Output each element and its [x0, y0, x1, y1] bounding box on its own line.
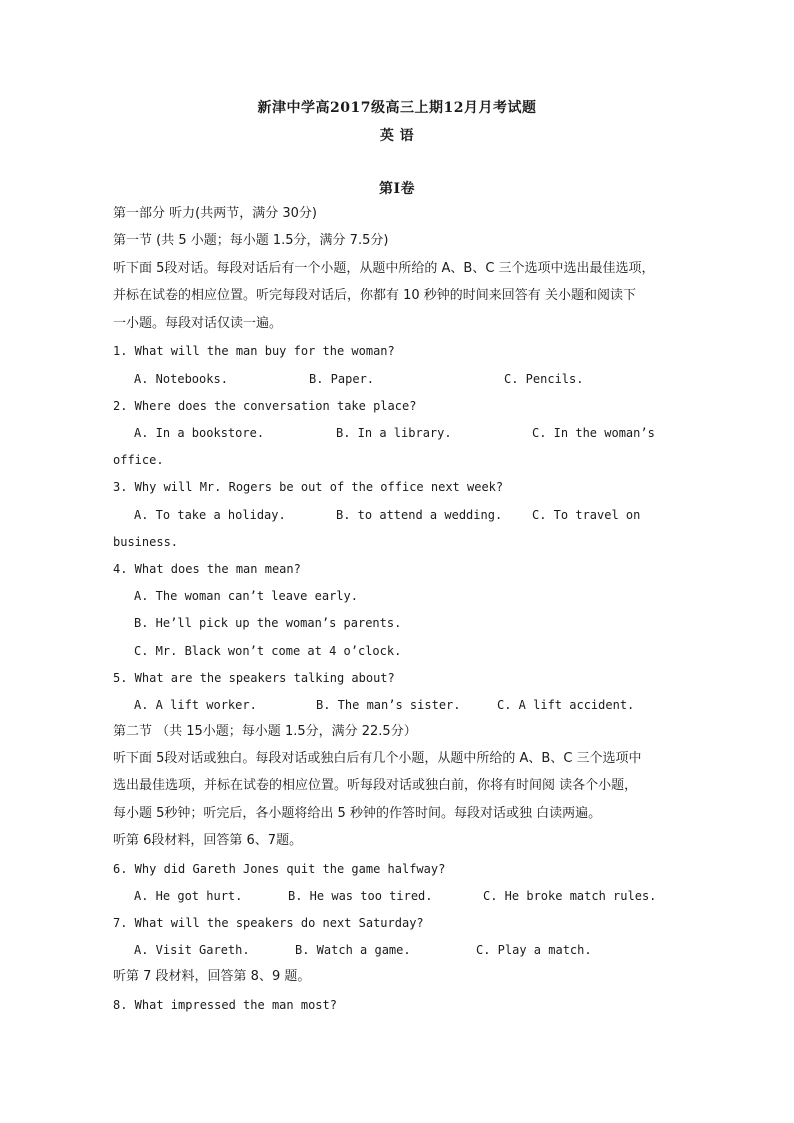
volume-title: 第Ⅰ卷 [378, 181, 416, 197]
option-a: A. He got hurt. [134, 889, 243, 903]
option-c-continuation: office. [113, 453, 164, 467]
option-a: A. In a bookstore. [134, 426, 265, 440]
option-b: B. Paper. [309, 372, 375, 386]
section1-instruction-line: 听下面 5段对话。每段对话后有一个小题，从题中所给的 A、B、C 三个选项中选出最佳选项， [113, 261, 655, 276]
option-a: A. A lift worker. [134, 698, 257, 712]
option-a: A. Visit Gareth. [134, 943, 250, 957]
option-a: A. To take a holiday. [134, 508, 286, 522]
option-b: B. He was too tired. [288, 889, 433, 903]
question-stem: 8. What impressed the man most? [113, 998, 337, 1012]
section2-instruction-line: 听下面 5段对话或独白。每段对话或独白后有几个小题，从题中所给的 A、B、C 三个选项中 [113, 751, 642, 766]
option-c: C. Mr. Black won’t come at 4 o’clock. [134, 644, 402, 658]
section1-heading: 第一节 (共 5 小题；每小题 1.5分，满分 7.5分) [113, 233, 389, 248]
section2-instruction-line: 选出最佳选项，并标在试卷的相应位置。听每段对话或独白前，你将有时间阅 读各个小题， [113, 778, 638, 793]
question-stem: 3. Why will Mr. Rogers be out of the office next week? [113, 480, 504, 494]
option-c: C. Play a match. [476, 943, 592, 957]
option-c: C. To travel on [532, 508, 641, 522]
section1-instruction-line: 并标在试卷的相应位置。听完每段对话后，你都有 10 秒钟的时间来回答有 关小题和阅读下 [113, 288, 636, 303]
part1-heading: 第一部分 听力(共两节，满分 30分) [113, 206, 317, 221]
option-c-continuation: business. [113, 535, 179, 549]
option-b: B. In a library. [336, 426, 452, 440]
option-b: B. He’ll pick up the woman’s parents. [134, 616, 402, 630]
material-note: 听第 6段材料，回答第 6、7题。 [113, 833, 303, 848]
option-b: B. The man’s sister. [316, 698, 461, 712]
question-stem: 5. What are the speakers talking about? [113, 671, 395, 685]
option-b: B. Watch a game. [295, 943, 411, 957]
option-a: A. The woman can’t leave early. [134, 589, 358, 603]
subject-title: 英 语 [379, 128, 415, 144]
option-c: C. Pencils. [504, 372, 584, 386]
question-stem: 4. What does the man mean? [113, 562, 301, 576]
question-stem: 1. What will the man buy for the woman? [113, 344, 395, 358]
question-stem: 2. Where does the conversation take place? [113, 399, 417, 413]
option-c: C. In the woman’s [532, 426, 655, 440]
material-note: 听第 7 段材料，回答第 8、9 题。 [113, 969, 311, 984]
option-c: C. He broke match rules. [483, 889, 657, 903]
section1-instruction-line: 一小题。每段对话仅读一遍。 [113, 316, 283, 331]
option-c: C. A lift accident. [497, 698, 635, 712]
option-b: B. to attend a wedding. [336, 508, 503, 522]
section2-heading: 第二节 （共 15小题；每小题 1.5分，满分 22.5分） [113, 724, 417, 739]
exam-title: 新津中学高2017级高三上期12月月考试题 [257, 100, 537, 116]
question-stem: 6. Why did Gareth Jones quit the game halfway? [113, 862, 446, 876]
question-stem: 7. What will the speakers do next Saturday? [113, 916, 424, 930]
section2-instruction-line: 每小题 5秒钟；听完后，各小题将给出 5 秒钟的作答时间。每段对话或独 白读两遍。 [113, 806, 602, 821]
option-a: A. Notebooks. [134, 372, 228, 386]
